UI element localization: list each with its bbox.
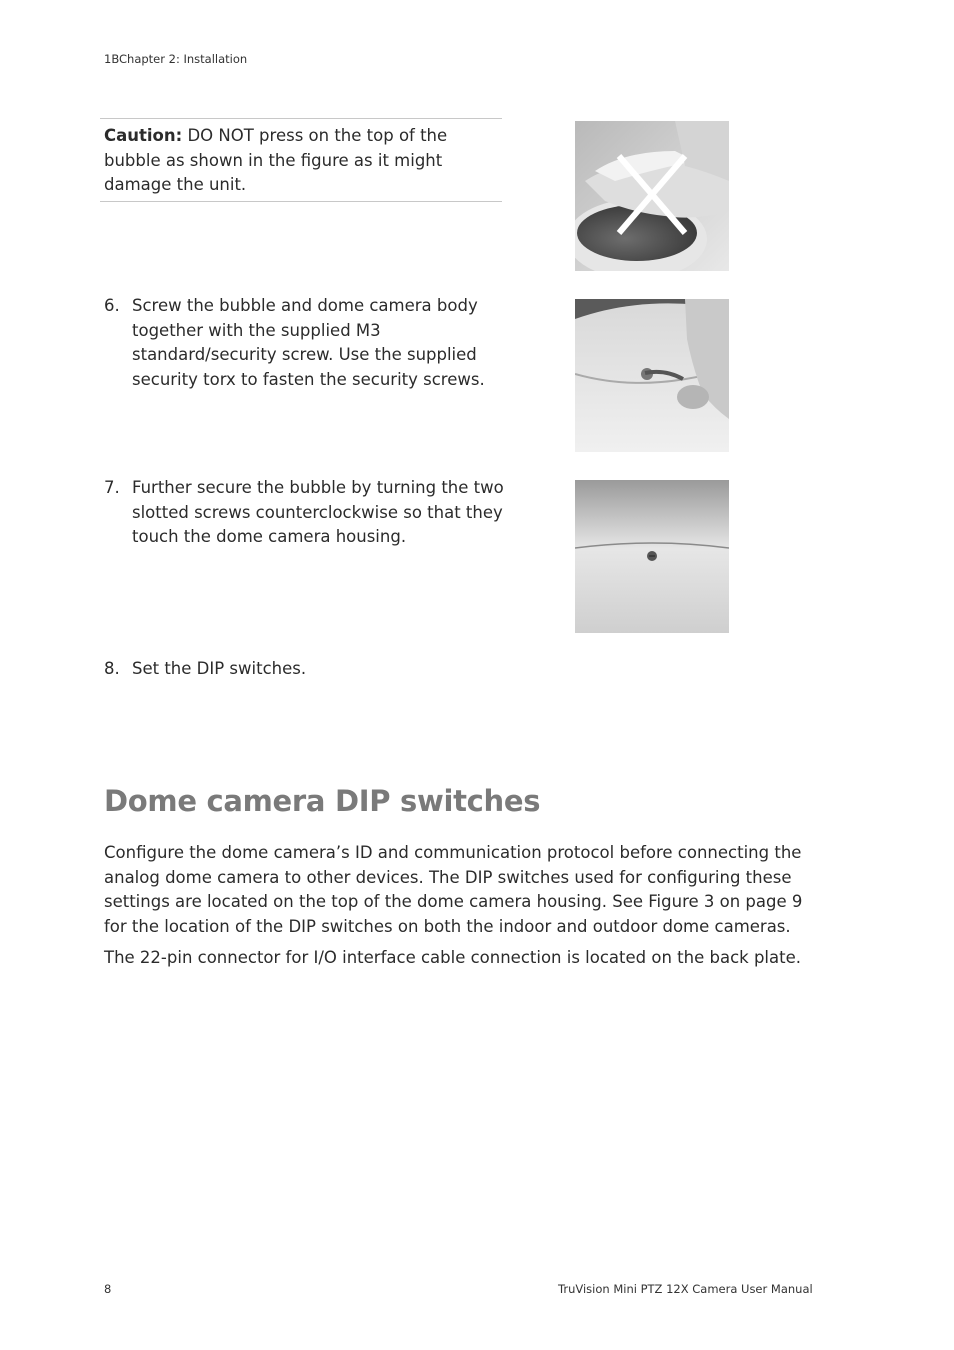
section-paragraph-1: Configure the dome camera’s ID and communication protocol before connecting the analog dome camera to other devices. The DIP switches used for configuring these settings are located on the top of the dome camera housing. See Figure 3 on page 9 for the location of the DIP switches on both the indoor and outdoor dome cameras. bbox=[104, 843, 803, 936]
step-number: 7. bbox=[104, 478, 120, 497]
step-7 bbox=[104, 476, 504, 550]
step-text: Further secure the bubble by turning the two slotted screws counterclockwise so that they touch the dome camera housing. bbox=[132, 478, 504, 546]
manual-title: TruVision Mini PTZ 12X Camera User Manual bbox=[558, 1282, 813, 1296]
step-8 bbox=[104, 657, 504, 682]
caution-label: Caution: bbox=[104, 126, 183, 145]
step-6 bbox=[104, 294, 504, 392]
step-number: 8. bbox=[104, 659, 120, 678]
section-title: Dome camera DIP switches bbox=[104, 784, 541, 818]
section-paragraph-2: The 22-pin connector for I/O interface cable connection is located on the back plate. bbox=[104, 948, 801, 967]
hand-pressing-bubble-photo bbox=[575, 121, 729, 271]
screw-torx-photo bbox=[575, 299, 729, 452]
caution-text: DO NOT press on the top of the bubble as shown in the figure as it might damage the unit. bbox=[104, 126, 448, 194]
caution-top-rule bbox=[100, 118, 502, 119]
slotted-screw-housing-photo bbox=[575, 480, 729, 633]
page-number: 8 bbox=[104, 1282, 112, 1296]
caution-bottom-rule bbox=[100, 201, 502, 202]
step-text: Set the DIP switches. bbox=[132, 659, 307, 678]
running-header: 1BChapter 2: Installation bbox=[104, 52, 248, 66]
caution-note bbox=[104, 124, 500, 198]
step-text: Screw the bubble and dome camera body together with the supplied M3 standard/security screw. Use the supplied security torx to fasten the security screws. bbox=[132, 296, 485, 389]
step-number: 6. bbox=[104, 296, 120, 315]
